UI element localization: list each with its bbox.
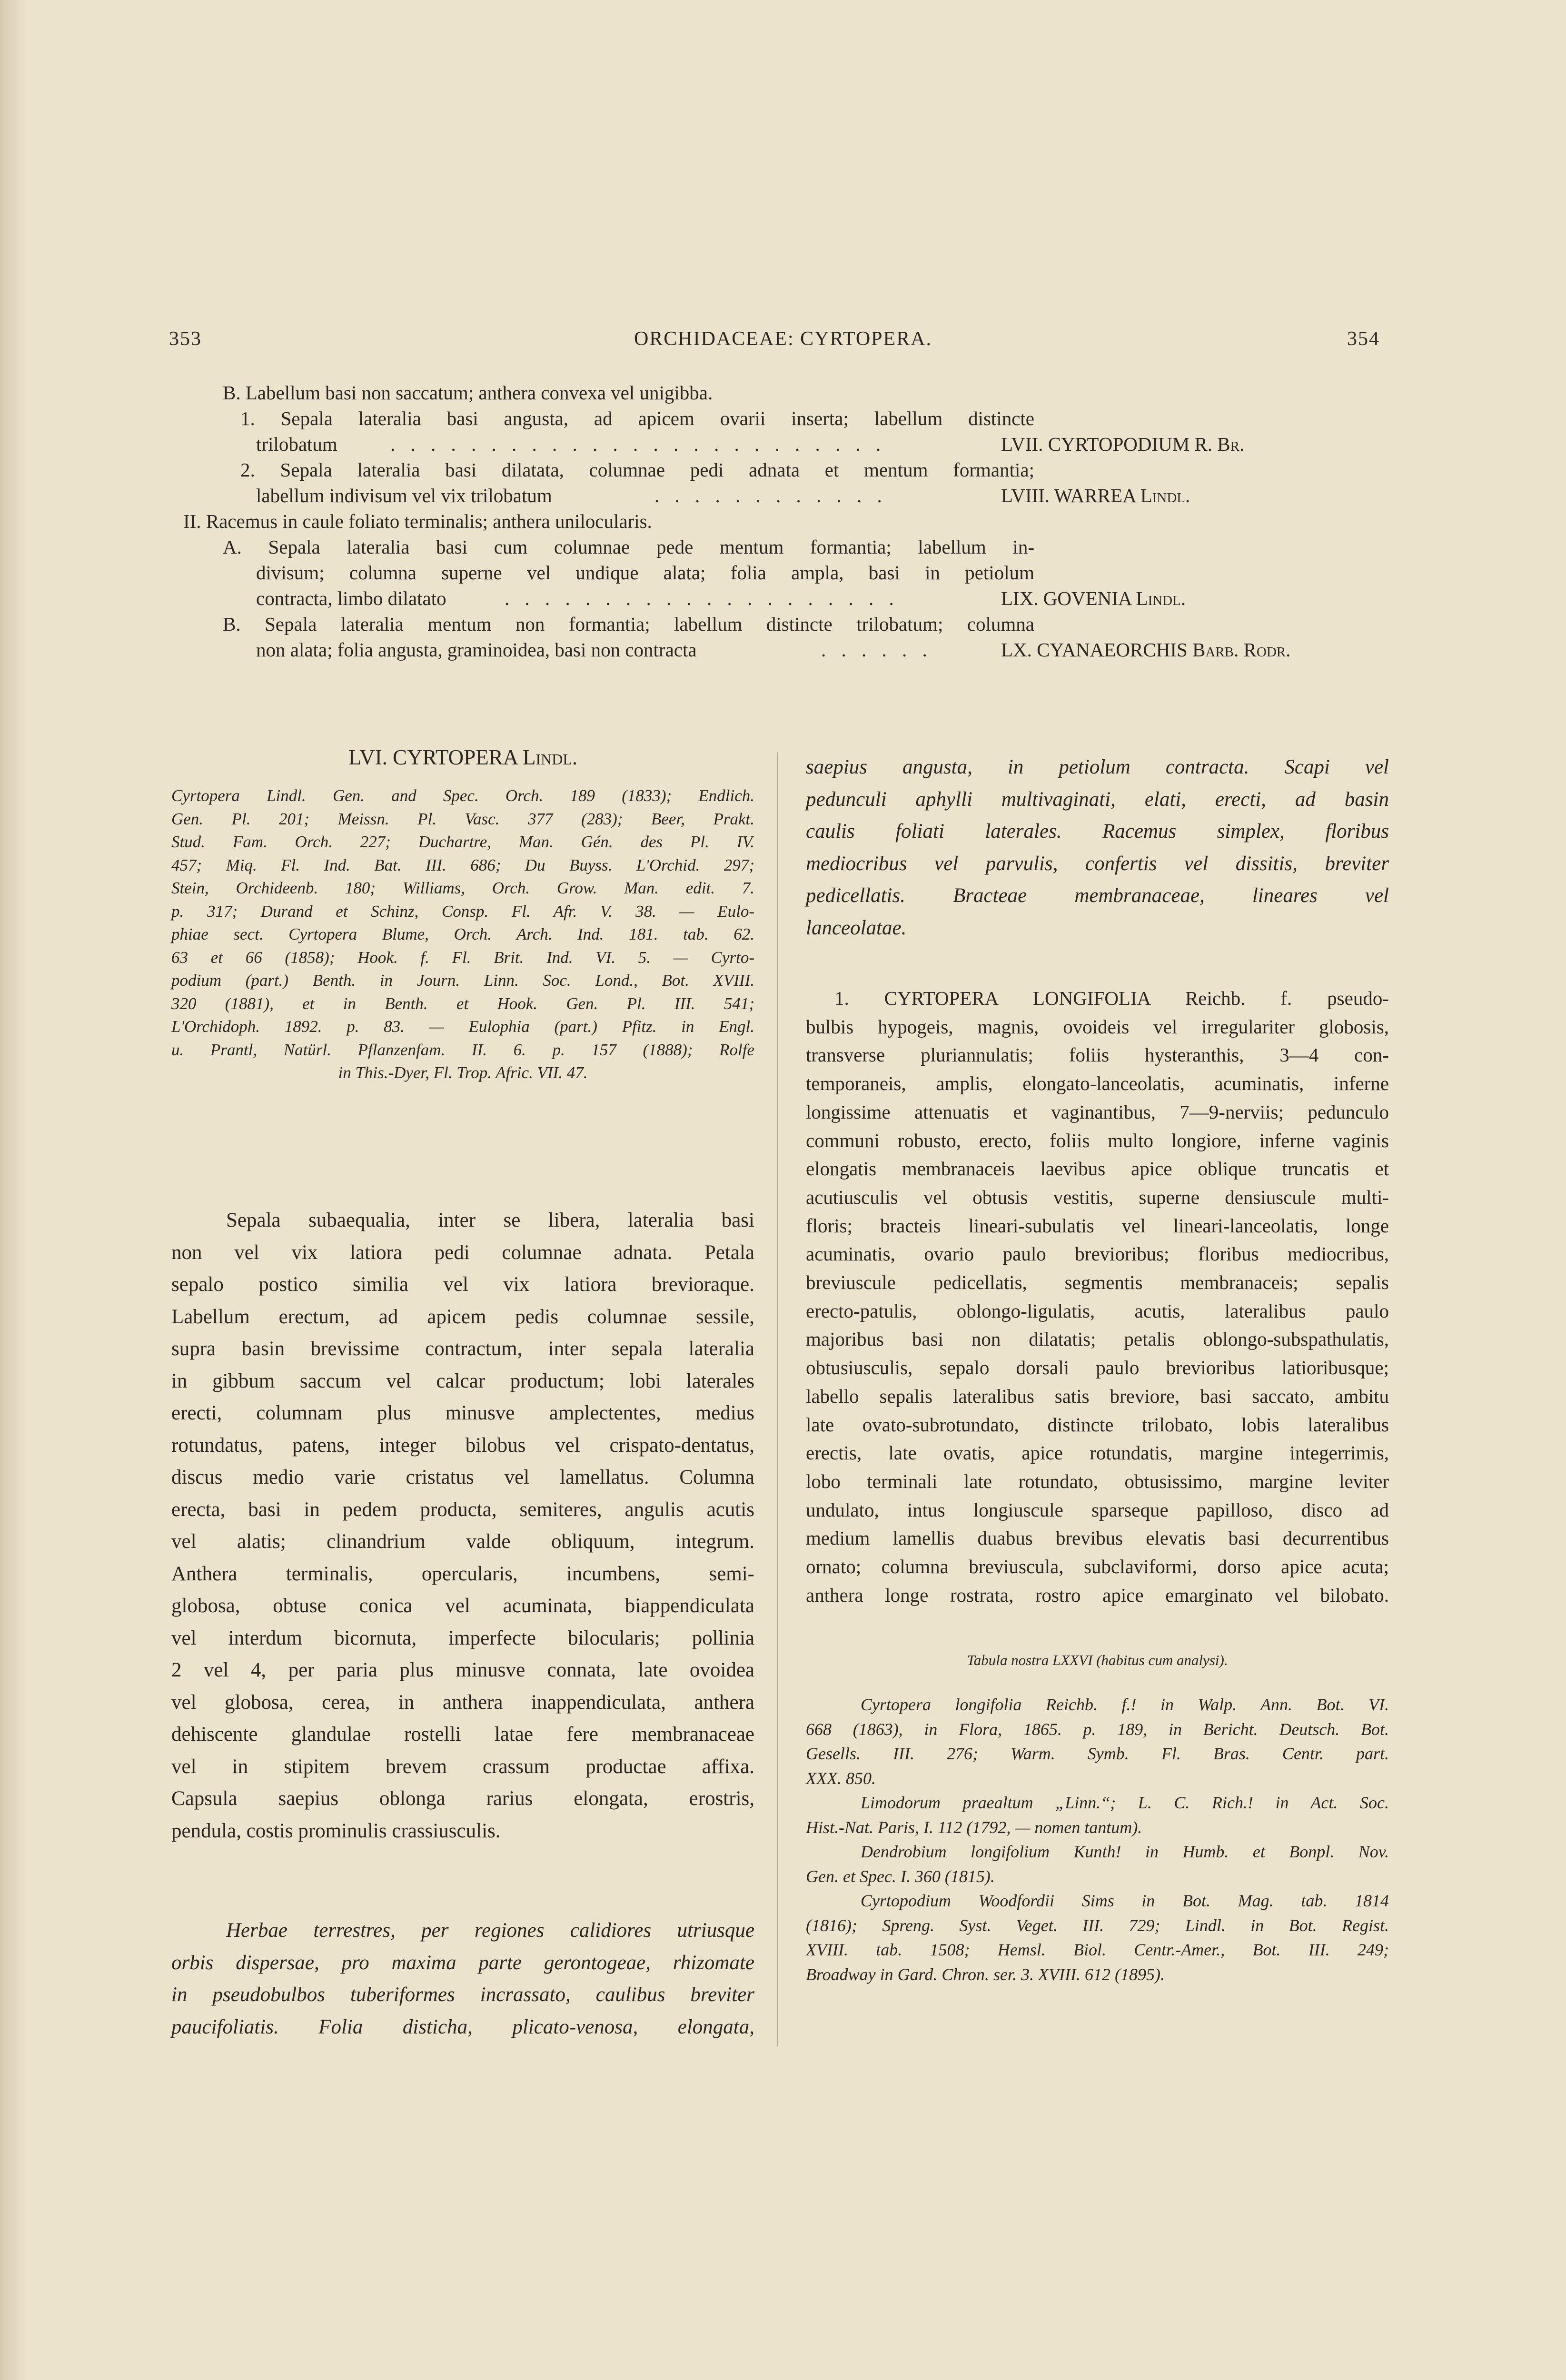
- species-line: medium lamellis duabus brevibus elevatis basi decurrentibus: [806, 1527, 1389, 1549]
- species-line: late ovato-subrotundato, distincte trilobato, lobis lateralibus: [806, 1413, 1389, 1436]
- synonymy-line: Stud. Fam. Orch. 227; Duchartre, Man. Gén. des Pl. IV.: [171, 833, 754, 851]
- genus-heading: [171, 745, 754, 770]
- reference-line: Limodorum praealtum „Linn.“; L. C. Rich.! in Act. Soc.: [861, 1793, 1389, 1812]
- species-line: majoribus basi non dilatatis; petalis oblongo-subspathulatis,: [806, 1328, 1389, 1350]
- synonymy-line: p. 317; Durand et Schinz, Consp. Fl. Afr. V. 38. — Eulo-: [171, 902, 754, 921]
- description-line: Capsula saepius oblonga rarius elongata, erostris,: [171, 1787, 754, 1810]
- key-a-dots: . . . . . . . . . . . . . . . . . . . .: [505, 587, 899, 609]
- synonymy-line: 320 (1881), et in Benth. et Hook. Gen. Pl. III. 541;: [171, 994, 754, 1013]
- description-line: vel in stipitem brevem crassum productae affixa.: [171, 1755, 754, 1778]
- key-b2-line2: labellum indivisum vel vix trilobatum: [256, 485, 552, 506]
- herbae-line: orbis dispersae, pro maxima parte gerontogeae, rhizomate: [171, 1951, 754, 1974]
- key-a-result: LIX. GOVENIA Lindl.: [1001, 587, 1186, 609]
- herbae-paragraph: [171, 1914, 754, 2043]
- description-line: sepalo postico similia vel vix latiora brevioraque.: [171, 1273, 754, 1296]
- key-b1-result: LVII. CYRTOPODIUM R. Br.: [1001, 433, 1245, 455]
- key-b2-dots: . . . . . . . . . . . .: [654, 485, 887, 506]
- description-line: vel alatis; clinandrium valde obliquum, integrum.: [171, 1530, 754, 1553]
- species-line: erecto-patulis, oblongo-ligulatis, acutis, lateralibus paulo: [806, 1299, 1389, 1322]
- species-line: bulbis hypogeis, magnis, ovoideis vel irregulariter globosis,: [806, 1015, 1389, 1038]
- herbae-line: paucifoliatis. Folia disticha, plicato-venosa, elongata,: [171, 2015, 754, 2038]
- reference-line: Dendrobium longifolium Kunth! in Humb. et Bonpl. Nov.: [861, 1842, 1389, 1861]
- synonymy-line: Gen. Pl. 201; Meissn. Pl. Vasc. 377 (283); Beer, Prakt.: [171, 809, 754, 828]
- key-b1-line1: 1. Sepala lateralia basi angusta, ad apicem ovarii inserta; labellum distincte: [240, 407, 1034, 429]
- synonym-references: [806, 1693, 1389, 1987]
- species-line: acuminatis, ovario paulo brevioribus; floribus mediocribus,: [806, 1243, 1389, 1265]
- synonymy-line: Stein, Orchideenb. 180; Williams, Orch. Grow. Man. edit. 7.: [171, 879, 754, 897]
- synonymy-line: phiae sect. Cyrtopera Blume, Orch. Arch. Ind. 181. tab. 62.: [171, 925, 754, 943]
- running-title: ORCHIDACEAE: CYRTOPERA.: [634, 328, 932, 350]
- reference-line: Hist.-Nat. Paris, I. 112 (1792, — nomen tantum).: [806, 1817, 1142, 1837]
- synonymy-block: [171, 784, 754, 1085]
- page-number-left: 353: [169, 328, 202, 350]
- species-line: 1. CYRTOPERA LONGIFOLIA Reichb. f. pseudo-: [834, 987, 1389, 1009]
- species-line: acutiusculis vel obtusis vestitis, superne densiuscule multi-: [806, 1186, 1389, 1208]
- key-b-dots: . . . . . .: [821, 639, 932, 661]
- herbae-continued: [806, 751, 1389, 944]
- species-line: anthera longe rostrata, rostro apice emarginato vel bilobato.: [806, 1584, 1389, 1606]
- species-line: breviuscule pedicellatis, segmentis membranaceis; sepalis: [806, 1271, 1389, 1294]
- reference-line: XVIII. tab. 1508; Hemsl. Biol. Centr.-Amer., Bot. III. 249;: [806, 1940, 1389, 1959]
- plate-reference: Tabula nostra LXXVI (habitus cum analysi).: [967, 1652, 1228, 1668]
- reference-line: Gen. et Spec. I. 360 (1815).: [806, 1866, 995, 1886]
- key-b2-line1: 2. Sepala lateralia basi dilatata, columnae pedi adnata et mentum formantia;: [240, 459, 1034, 481]
- key-b-line1: B. Sepala lateralia mentum non formantia; labellum distincte trilobatum; columna: [223, 613, 1034, 635]
- column-divider: [777, 752, 778, 2047]
- genus-description: [171, 1204, 754, 1847]
- description-line: globosa, obtuse conica vel acuminata, biappendiculata: [171, 1595, 754, 1617]
- species-line: ornato; columna breviuscula, subclaviformi, dorso apice acuta;: [806, 1556, 1389, 1578]
- synonymy-line: in This.-Dyer, Fl. Trop. Afric. VII. 47.: [338, 1063, 588, 1082]
- key-b1-dots: . . . . . . . . . . . . . . . . . . . . . . . . .: [390, 433, 886, 455]
- species-line: erectis, late ovatis, apice rotundatis, margine integerrimis,: [806, 1442, 1389, 1464]
- key-b1-line2: trilobatum: [256, 433, 337, 455]
- description-line: rotundatus, patens, integer bilobus vel crispato-dentatus,: [171, 1434, 754, 1457]
- synonymy-line: 63 et 66 (1858); Hook. f. Fl. Brit. Ind. VI. 5. — Cyrto-: [171, 948, 754, 967]
- description-line: in gibbum saccum vel calcar productum; lobi laterales: [171, 1369, 754, 1392]
- key-ii-main: II. Racemus in caule foliato terminalis; anthera unilocularis.: [183, 510, 652, 532]
- species-line: floris; bracteis lineari-subulatis vel lineari-lanceolatis, longe: [806, 1214, 1389, 1237]
- synonymy-line: Cyrtopera Lindl. Gen. and Spec. Orch. 189 (1833); Endlich.: [171, 786, 754, 805]
- description-line: 2 vel 4, per paria plus minusve connata, late ovoidea: [171, 1659, 754, 1681]
- species-line: lobo terminali late rotundato, obtusissimo, margine leviter: [806, 1470, 1389, 1492]
- description-line: discus medio varie cristatus vel lamellatus. Columna: [171, 1466, 754, 1488]
- key-b-result: LX. CYANAEORCHIS Barb. Rodr.: [1001, 639, 1291, 661]
- description-line: supra basin brevissime contractum, inter sepala lateralia: [171, 1338, 754, 1360]
- synonymy-line: podium (part.) Benth. in Journ. Linn. Soc. Lond., Bot. XVIII.: [171, 971, 754, 990]
- herbae-cont-line: lanceolatae.: [806, 916, 907, 939]
- species-line: labello sepalis lateralibus satis breviore, basi saccato, ambitu: [806, 1385, 1389, 1407]
- description-line: Labellum erectum, ad apicem pedis columnae sessile,: [171, 1305, 754, 1328]
- synonymy-line: u. Prantl, Natürl. Pflanzenfam. II. 6. p. 157 (1888); Rolfe: [171, 1040, 754, 1059]
- reference-line: Cyrtopodium Woodfordii Sims in Bot. Mag. tab. 1814: [861, 1891, 1389, 1910]
- reference-line: Broadway in Gard. Chron. ser. 3. XVIII. 612 (1895).: [806, 1964, 1165, 1984]
- reference-line: XXX. 850.: [806, 1768, 876, 1788]
- herbae-cont-line: pedicellatis. Bracteae membranaceae, lineares vel: [806, 884, 1389, 907]
- genus-heading-text: LVI. CYRTOPERA Lindl.: [348, 745, 578, 769]
- herbae-cont-line: caulis foliati laterales. Racemus simplex, floribus: [806, 820, 1389, 843]
- herbae-cont-line: pedunculi aphylli multivaginati, elati, erecti, ad basin: [806, 788, 1389, 811]
- species-line: communi robusto, erecto, foliis multo longiore, inferne vaginis: [806, 1129, 1389, 1151]
- key-a-line2: divisum; columna superne vel undique alata; folia ampla, basi in petiolum: [256, 562, 1034, 584]
- page-number-right: 354: [1347, 328, 1380, 350]
- herbae-line: in pseudobulbos tuberiformes incrassato, caulibus breviter: [171, 1983, 754, 2006]
- reference-line: Gesells. III. 276; Warm. Symb. Fl. Bras. Centr. part.: [806, 1744, 1389, 1763]
- description-line: vel interdum bicornuta, imperfecte bilocularis; pollinia: [171, 1626, 754, 1649]
- herbae-cont-line: mediocribus vel parvulis, confertis vel dissitis, breviter: [806, 852, 1389, 875]
- species-line: temporaneis, amplis, elongato-lanceolatis, acuminatis, inferne: [806, 1072, 1389, 1095]
- species-description: [806, 984, 1389, 1609]
- reference-line: 668 (1863), in Flora, 1865. p. 189, in Bericht. Deutsch. Bot.: [806, 1719, 1389, 1739]
- description-line: erecta, basi in pedem producta, semiteres, angulis acutis: [171, 1498, 754, 1521]
- description-line: Anthera terminalis, opercularis, incumbens, semi-: [171, 1562, 754, 1585]
- description-line: erecti, columnam plus minusve amplectentes, medius: [171, 1402, 754, 1424]
- key-a-line3: contracta, limbo dilatato: [256, 587, 446, 609]
- species-line: transverse pluriannulatis; foliis hysteranthis, 3—4 con-: [806, 1044, 1389, 1066]
- herbae-line: Herbae terrestres, per regiones calidiores utriusque: [226, 1919, 754, 1942]
- herbae-cont-line: saepius angusta, in petiolum contracta. Scapi vel: [806, 756, 1389, 778]
- description-line: pendula, costis prominulis crassiusculis.: [171, 1819, 501, 1842]
- species-line: longissime attenuatis et vaginantibus, 7—9-nerviis; pedunculo: [806, 1101, 1389, 1123]
- description-line: non vel vix latiora pedi columnae adnata. Petala: [171, 1241, 754, 1264]
- page-edge-shadow: [0, 0, 26, 2380]
- synonymy-line: L'Orchidoph. 1892. p. 83. — Eulophia (part.) Pfitz. in Engl.: [171, 1017, 754, 1036]
- species-line: obtusiusculis, sepalo dorsali paulo brevioribus latioribusque;: [806, 1357, 1389, 1379]
- species-line: undulato, intus longiuscule sparseque papilloso, disco ad: [806, 1498, 1389, 1521]
- description-line: vel globosa, cerea, in anthera inappendiculata, anthera: [171, 1691, 754, 1714]
- key-b2-result: LVIII. WARREA Lindl.: [1001, 485, 1190, 506]
- species-line: elongatis membranaceis laevibus apice oblique truncatis et: [806, 1158, 1389, 1180]
- key-a-line1: A. Sepala lateralia basi cum columnae pede mentum formantia; labellum in-: [223, 536, 1034, 558]
- description-line: Sepala subaequalia, inter se libera, lateralia basi: [226, 1209, 754, 1231]
- reference-line: (1816); Spreng. Syst. Veget. III. 729; Lindl. in Bot. Regist.: [806, 1915, 1389, 1935]
- synonymy-line: 457; Miq. Fl. Ind. Bat. III. 686; Du Buyss. L'Orchid. 297;: [171, 855, 754, 874]
- key-b-main: B. Labellum basi non saccatum; anthera convexa vel unigibba.: [223, 382, 713, 404]
- reference-line: Cyrtopera longifolia Reichb. f.! in Walp. Ann. Bot. VI.: [861, 1695, 1389, 1714]
- description-line: dehiscente glandulae rostelli latae fere membranaceae: [171, 1723, 754, 1745]
- key-b-line2: non alata; folia angusta, graminoidea, basi non contracta: [256, 639, 697, 661]
